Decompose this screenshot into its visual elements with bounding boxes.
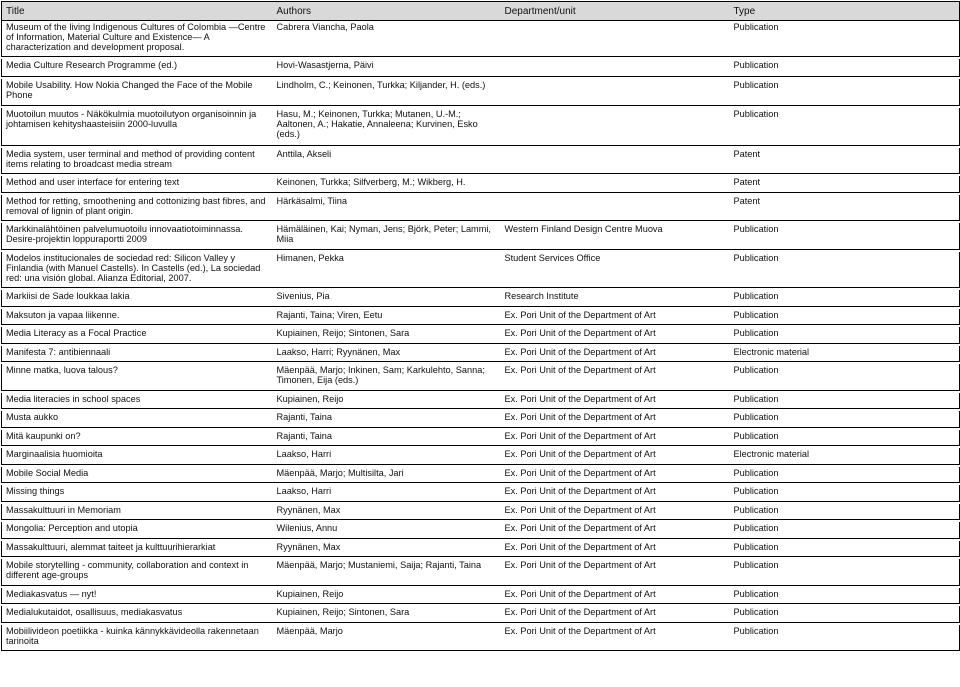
cell-type: Publication — [730, 252, 960, 288]
cell-authors: Himanen, Pekka — [273, 252, 501, 288]
table-row[interactable] — [2, 176, 960, 192]
cell-title: Maksuton ja vapaa liikenne. — [2, 309, 273, 325]
cell-type: Publication — [730, 559, 960, 585]
cell-title: Musta aukko — [2, 411, 273, 427]
cell-type: Publication — [730, 108, 960, 145]
table-header-row — [2, 2, 960, 21]
cell-department: Ex. Pori Unit of the Department of Art — [501, 393, 730, 409]
cell-type: Publication — [730, 290, 960, 306]
table-row[interactable] — [2, 430, 960, 446]
cell-title: Mobile storytelling - community, collaboration and context in different age-groups — [2, 559, 273, 585]
table-body — [2, 21, 960, 651]
cell-authors: Kupiainen, Reijo — [273, 588, 501, 604]
cell-title: Minne matka, luova talous? — [2, 364, 273, 390]
table-row[interactable] — [2, 485, 960, 501]
table-row[interactable] — [2, 588, 960, 604]
cell-authors: Laakso, Harri — [273, 485, 501, 501]
cell-type: Electronic material — [730, 448, 960, 464]
cell-department: Research Institute — [501, 290, 730, 306]
table-row[interactable] — [2, 223, 960, 249]
cell-title: Mediakasvatus — nyt! — [2, 588, 273, 604]
cell-title: Muotoilun muutos - Näkökulmia muotoilutyon organisoinnin ja johtamisen kehityshaasteisiin 2000-luvulla — [2, 108, 273, 145]
cell-authors: Rajanti, Taina — [273, 430, 501, 446]
cell-authors: Kupiainen, Reijo; Sintonen, Sara — [273, 327, 501, 343]
table-row[interactable] — [2, 290, 960, 306]
cell-department: Ex. Pori Unit of the Department of Art — [501, 606, 730, 622]
cell-authors: Mäenpää, Marjo; Mustaniemi, Saija; Rajanti, Taina — [273, 559, 501, 585]
cell-title: Manifesta 7: antibiennaali — [2, 346, 273, 362]
cell-department: Western Finland Design Centre Muova — [501, 223, 730, 249]
cell-title: Missing things — [2, 485, 273, 501]
cell-type: Publication — [730, 504, 960, 520]
cell-type: Patent — [730, 176, 960, 192]
cell-title: Method and user interface for entering text — [2, 176, 273, 192]
cell-department: Ex. Pori Unit of the Department of Art — [501, 541, 730, 557]
cell-department: Ex. Pori Unit of the Department of Art — [501, 346, 730, 362]
cell-authors: Ryynänen, Max — [273, 504, 501, 520]
cell-title: Marginaalisia huomioita — [2, 448, 273, 464]
cell-type: Publication — [730, 522, 960, 538]
column-header-authors[interactable]: Authors — [273, 2, 501, 21]
table-row[interactable] — [2, 108, 960, 145]
table-row[interactable] — [2, 522, 960, 538]
cell-title: Media system, user terminal and method of providing content items relating to broadcast media stream — [2, 148, 273, 174]
cell-authors: Rajanti, Taina — [273, 411, 501, 427]
cell-type: Publication — [730, 588, 960, 604]
table-row[interactable] — [2, 309, 960, 325]
cell-department: Student Services Office — [501, 252, 730, 288]
cell-title: Massakulttuuri in Memoriam — [2, 504, 273, 520]
cell-authors: Laakso, Harri; Ryynänen, Max — [273, 346, 501, 362]
cell-authors: Kupiainen, Reijo; Sintonen, Sara — [273, 606, 501, 622]
cell-type: Publication — [730, 430, 960, 446]
cell-title: Medialukutaidot, osallisuus, mediakasvatus — [2, 606, 273, 622]
cell-department — [501, 21, 730, 57]
cell-title: Media Culture Research Programme (ed.) — [2, 59, 273, 76]
cell-title: Markiisi de Sade loukkaa lakia — [2, 290, 273, 306]
cell-type: Publication — [730, 393, 960, 409]
cell-title: Media Literacy as a Focal Practice — [2, 327, 273, 343]
table-row[interactable] — [2, 625, 960, 651]
cell-authors: Härkäsalmi, Tiina — [273, 195, 501, 221]
cell-department: Ex. Pori Unit of the Department of Art — [501, 522, 730, 538]
cell-type: Publication — [730, 223, 960, 249]
cell-title: Mobiilivideon poetiikka - kuinka kännykkävideolla rakennetaan tarinoita — [2, 625, 273, 651]
cell-authors: Wilenius, Annu — [273, 522, 501, 538]
cell-department: Ex. Pori Unit of the Department of Art — [501, 448, 730, 464]
cell-title: Modelos institucionales de sociedad red: Silicon Valley y Finlandia (with Manuel Castells). In Castells (ed.), La sociedad red: una visión global. Alianza Editorial, 2007. — [2, 252, 273, 288]
cell-authors: Mäenpää, Marjo; Inkinen, Sam; Karkulehto, Sanna; Timonen, Eija (eds.) — [273, 364, 501, 390]
cell-authors: Lindholm, C.; Keinonen, Turkka; Kiljander, H. (eds.) — [273, 79, 501, 106]
cell-department — [501, 176, 730, 192]
table-row[interactable] — [2, 364, 960, 390]
cell-department: Ex. Pori Unit of the Department of Art — [501, 625, 730, 651]
table-row[interactable] — [2, 195, 960, 221]
cell-type: Publication — [730, 485, 960, 501]
cell-title: Mobile Social Media — [2, 467, 273, 483]
cell-type: Publication — [730, 21, 960, 57]
cell-title: Method for retting, smoothening and cottonizing bast fibres, and removal of lignin of plant origin. — [2, 195, 273, 221]
cell-type: Publication — [730, 79, 960, 106]
table-row[interactable] — [2, 327, 960, 343]
cell-department: Ex. Pori Unit of the Department of Art — [501, 327, 730, 343]
cell-department: Ex. Pori Unit of the Department of Art — [501, 588, 730, 604]
cell-authors: Keinonen, Turkka; Silfverberg, M.; Wikberg, H. — [273, 176, 501, 192]
cell-type: Publication — [730, 625, 960, 651]
cell-department: Ex. Pori Unit of the Department of Art — [501, 309, 730, 325]
cell-department: Ex. Pori Unit of the Department of Art — [501, 411, 730, 427]
cell-title: Media literacies in school spaces — [2, 393, 273, 409]
cell-department: Ex. Pori Unit of the Department of Art — [501, 485, 730, 501]
cell-title: Museum of the living Indigenous Cultures of Colombia —Centre of Information, Material Culture and Existence— A characterization and development proposal. — [2, 21, 273, 57]
cell-department — [501, 59, 730, 76]
cell-authors: Cabrera Viancha, Paola — [273, 21, 501, 57]
cell-title: Mongolia: Perception and utopia — [2, 522, 273, 538]
table-row[interactable] — [2, 59, 960, 76]
table-row[interactable] — [2, 504, 960, 520]
cell-department: Ex. Pori Unit of the Department of Art — [501, 504, 730, 520]
cell-type: Publication — [730, 411, 960, 427]
table-row[interactable] — [2, 79, 960, 106]
cell-title: Mitä kaupunki on? — [2, 430, 273, 446]
cell-authors: Laakso, Harri — [273, 448, 501, 464]
cell-authors: Kupiainen, Reijo — [273, 393, 501, 409]
column-header-department[interactable]: Department/unit — [501, 2, 730, 21]
cell-type: Publication — [730, 309, 960, 325]
cell-type: Publication — [730, 606, 960, 622]
cell-type: Publication — [730, 467, 960, 483]
cell-type: Publication — [730, 59, 960, 76]
table-row[interactable] — [2, 21, 960, 57]
table-row[interactable] — [2, 448, 960, 464]
table-row[interactable] — [2, 541, 960, 557]
table-row[interactable] — [2, 252, 960, 288]
cell-authors: Ryynänen, Max — [273, 541, 501, 557]
cell-authors: Mäenpää, Marjo; Multisilta, Jari — [273, 467, 501, 483]
cell-department — [501, 108, 730, 145]
publications-table — [1, 1, 960, 651]
cell-authors: Sivenius, Pia — [273, 290, 501, 306]
table-row[interactable] — [2, 559, 960, 585]
table-row[interactable] — [2, 393, 960, 409]
cell-authors: Anttila, Akseli — [273, 148, 501, 174]
cell-title: Massakulttuuri, alemmat taiteet ja kulttuurihierarkiat — [2, 541, 273, 557]
cell-type: Patent — [730, 148, 960, 174]
table-row[interactable] — [2, 148, 960, 174]
cell-type: Electronic material — [730, 346, 960, 362]
cell-title: Markkinalähtöinen palvelumuotoilu innovaatiotoiminnassa. Desire-projektin loppuraportti 2009 — [2, 223, 273, 249]
table-row[interactable] — [2, 467, 960, 483]
cell-department: Ex. Pori Unit of the Department of Art — [501, 467, 730, 483]
cell-department: Ex. Pori Unit of the Department of Art — [501, 430, 730, 446]
cell-department — [501, 79, 730, 106]
table-row[interactable] — [2, 346, 960, 362]
table-row[interactable] — [2, 606, 960, 622]
cell-type: Patent — [730, 195, 960, 221]
table-row[interactable] — [2, 411, 960, 427]
cell-authors: Hämäläinen, Kai; Nyman, Jens; Björk, Peter; Lammi, Miia — [273, 223, 501, 249]
cell-type: Publication — [730, 327, 960, 343]
cell-title: Mobile Usability. How Nokia Changed the Face of the Mobile Phone — [2, 79, 273, 106]
cell-type: Publication — [730, 541, 960, 557]
cell-type: Publication — [730, 364, 960, 390]
cell-authors: Mäenpää, Marjo — [273, 625, 501, 651]
cell-department — [501, 195, 730, 221]
cell-department: Ex. Pori Unit of the Department of Art — [501, 364, 730, 390]
cell-department — [501, 148, 730, 174]
cell-authors: Rajanti, Taina; Viren, Eetu — [273, 309, 501, 325]
cell-authors: Hasu, M.; Keinonen, Turkka; Mutanen, U.-M.; Aaltonen, A.; Hakatie, Annaleena; Kurvinen, Esko (eds.) — [273, 108, 501, 145]
cell-department: Ex. Pori Unit of the Department of Art — [501, 559, 730, 585]
column-header-type[interactable]: Type — [730, 2, 960, 21]
cell-authors: Hovi-Wasastjerna, Päivi — [273, 59, 501, 76]
column-header-title[interactable]: Title — [2, 2, 273, 21]
